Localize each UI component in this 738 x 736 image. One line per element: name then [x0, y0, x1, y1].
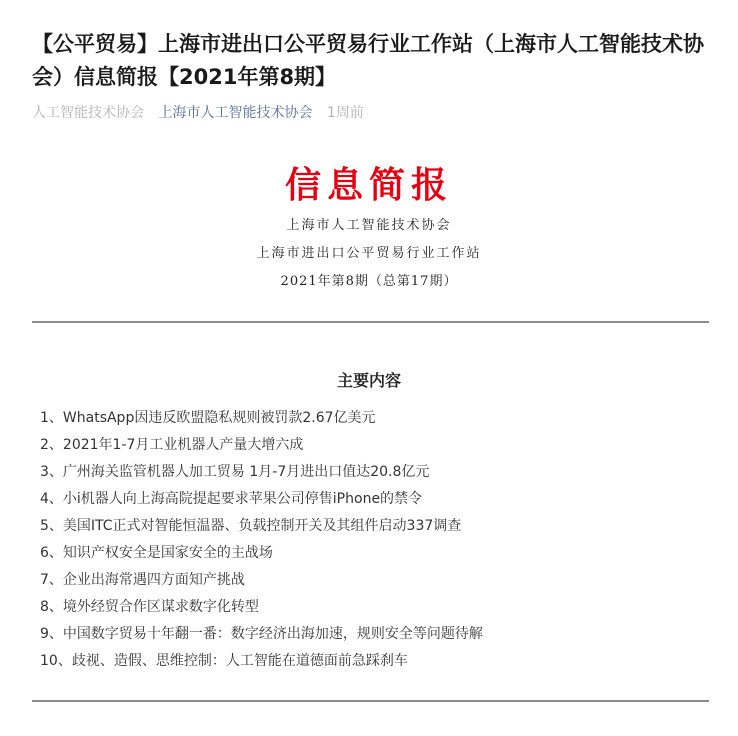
toc-item: 10、歧视、造假、思维控制：人工智能在道德面前急踩刹车 — [40, 653, 408, 669]
toc-item: 6、知识产权安全是国家安全的主战场 — [40, 545, 273, 561]
toc-item: 8、境外经贸合作区谋求数字化转型 — [40, 599, 259, 615]
toc-item: 9、中国数字贸易十年翻一番：数字经济出海加速，规则安全等问题待解 — [40, 626, 483, 642]
account-link[interactable]: 上海市人工智能技术协会 — [158, 105, 313, 121]
author-name: 人工智能技术协会 — [32, 105, 144, 121]
toc-item: 2、2021年1-7月工业机器人产量大增六成 — [40, 437, 304, 453]
article-title: 【公平贸易】上海市进出口公平贸易行业工作站（上海市人工智能技术协会）信息简报【2021年第8期】 — [32, 32, 704, 89]
toc-item: 5、美国ITC正式对智能恒温器、负载控制开关及其组件启动337调查 — [40, 518, 462, 534]
toc-list — [40, 405, 720, 675]
toc-item: 4、小i机器人向上海高院提起要求苹果公司停售iPhone的禁令 — [40, 491, 423, 507]
toc-item: 7、企业出海常遇四方面知产挑战 — [40, 572, 245, 588]
toc-item: 1、WhatsApp因违反欧盟隐私规则被罚款2.67亿美元 — [40, 410, 376, 426]
bulletin-headline: 信息简报 — [284, 164, 453, 206]
article-meta — [32, 102, 374, 124]
divider-top — [32, 321, 709, 323]
toc-title: 主要内容 — [336, 371, 401, 390]
divider-bottom — [32, 700, 709, 702]
toc-item: 3、广州海关监管机器人加工贸易 1月-7月进出口值达20.8亿元 — [40, 464, 430, 480]
bulletin-org-2: 上海市进出口公平贸易行业工作站 — [256, 246, 482, 261]
bulletin-org-1: 上海市人工智能技术协会 — [286, 218, 452, 233]
bulletin-issue: 2021年第8期（总第17期） — [280, 274, 458, 289]
publish-time: 1周前 — [326, 105, 364, 121]
